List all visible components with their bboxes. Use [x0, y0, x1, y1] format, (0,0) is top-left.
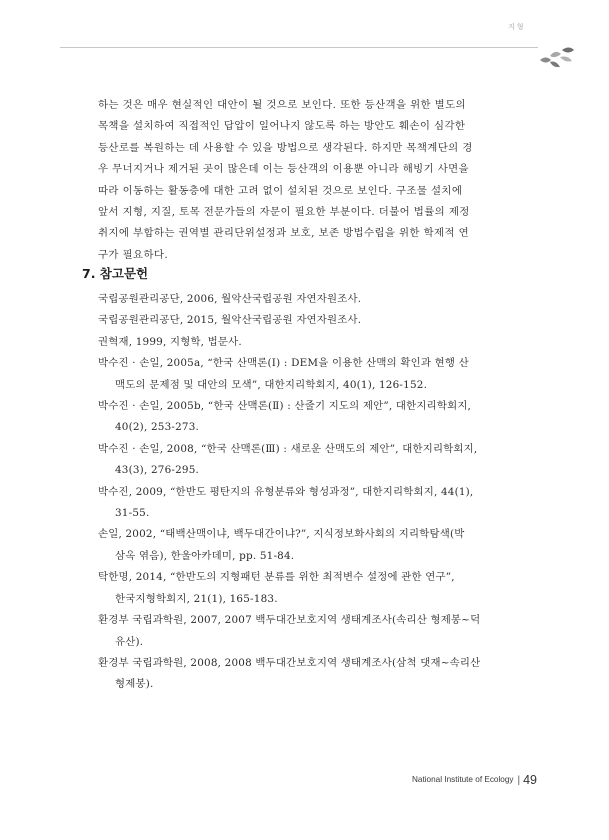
- header-divider: [60, 47, 538, 48]
- reference-item: [98, 332, 538, 353]
- reference-item: [98, 310, 538, 331]
- reference-item: [98, 289, 538, 310]
- body-line: 구가 필요하다.: [98, 248, 169, 261]
- body-line: 따라 이동하는 활동층에 대한 고려 없이 설치된 것으로 보인다. 구조물 설치에: [98, 184, 463, 197]
- reference-line: 43(3), 276-295.: [115, 464, 200, 477]
- running-header-section: 지형: [508, 23, 526, 31]
- reference-line: 국립공원관리공단, 2006, 월악산국립공원 자연자원조사.: [98, 293, 362, 305]
- reference-line: 유산).: [115, 635, 144, 648]
- reference-item: [98, 567, 538, 610]
- page-number: 49: [523, 773, 538, 787]
- page-footer: [412, 773, 537, 787]
- reference-line: 권혁재, 1999, 지형학, 법문사.: [98, 335, 242, 348]
- reference-line: 40(2), 253-273.: [115, 421, 200, 434]
- references-heading: 7. 참고문헌: [82, 266, 149, 281]
- reference-line: 국립공원관리공단, 2015, 월악산국립공원 자연자원조사.: [98, 314, 362, 327]
- references-list: [98, 289, 538, 696]
- body-paragraph: [98, 95, 538, 266]
- reference-line: 형제봉).: [115, 678, 154, 691]
- reference-item: [98, 353, 538, 396]
- reference-line: 환경부 국립과학원, 2007, 2007 백두대간보호지역 생태계조사(속리산 형제봉~덕: [98, 614, 481, 627]
- reference-item: [98, 610, 538, 653]
- reference-line: 손일, 2002, “태백산맥이냐, 백두대간이냐?”, 지식정보화사회의 지리학탐색(박: [98, 528, 465, 541]
- reference-item: [98, 482, 538, 525]
- footer-separator: |: [517, 775, 521, 786]
- reference-line: 박수진 · 손일, 2005b, “한국 산맥론(Ⅱ) : 산줄기 지도의 제안”, 대한지리학회지,: [98, 400, 472, 413]
- reference-line: 탁한명, 2014, “한반도의 지형패턴 분류를 위한 최적변수 설정에 관한 연구”,: [98, 571, 455, 584]
- reference-item: [98, 396, 538, 439]
- reference-line: 환경부 국립과학원, 2008, 2008 백두대간보호지역 생태계조사(삼척 댓재~속리산: [98, 656, 481, 669]
- reference-item: [98, 524, 538, 567]
- footer-institute: National Institute of Ecology: [412, 775, 514, 784]
- reference-line: 박수진, 2009, “한반도 평탄지의 유형분류와 형성과정”, 대한지리학회지, 44(1),: [98, 485, 474, 498]
- reference-line: 박수진 · 손일, 2005a, “한국 산맥론(Ⅰ) : DEM을 이용한 산맥의 확인과 현행 산: [98, 357, 469, 370]
- body-line: 우 무너지거나 제거된 곳이 많은데 이는 등산객의 이용뿐 아니라 해빙기 사면을: [98, 163, 470, 176]
- body-line: 앞서 지형, 지질, 토목 전문가들의 자문이 필요한 부분이다. 더불어 법률의 제정: [98, 206, 470, 219]
- reference-line: 삼옥 엮음), 한울아카데미, pp. 51-84.: [115, 549, 295, 562]
- reference-line: 맥도의 문제점 및 대안의 모색”, 대한지리학회지, 40(1), 126-152.: [115, 378, 428, 391]
- body-line: 목책을 설치하여 직접적인 답압이 일어나지 않도록 하는 방안도 훼손이 심각한: [98, 120, 466, 133]
- reference-line: 31-55.: [115, 507, 150, 520]
- body-line: 등산로를 복원하는 데 사용할 수 있을 방법으로 생각된다. 하지만 목책계단의 경: [98, 141, 473, 154]
- body-line: 취지에 부합하는 권역별 관리단위설정과 보호, 보존 방법수립을 위한 학제적 연: [98, 227, 470, 240]
- body-line: 하는 것은 매우 현실적인 대안이 될 것으로 보인다. 또한 등산객을 위한 별도의: [98, 99, 466, 111]
- reference-line: 박수진 · 손일, 2008, “한국 산맥론(Ⅲ) : 새로운 산맥도의 제안”, 대한지리학회지,: [98, 442, 478, 455]
- leaf-ornament-icon: [538, 46, 578, 74]
- reference-item: [98, 439, 538, 482]
- reference-line: 한국지형학회지, 21(1), 165-183.: [115, 592, 278, 605]
- reference-item: [98, 653, 538, 696]
